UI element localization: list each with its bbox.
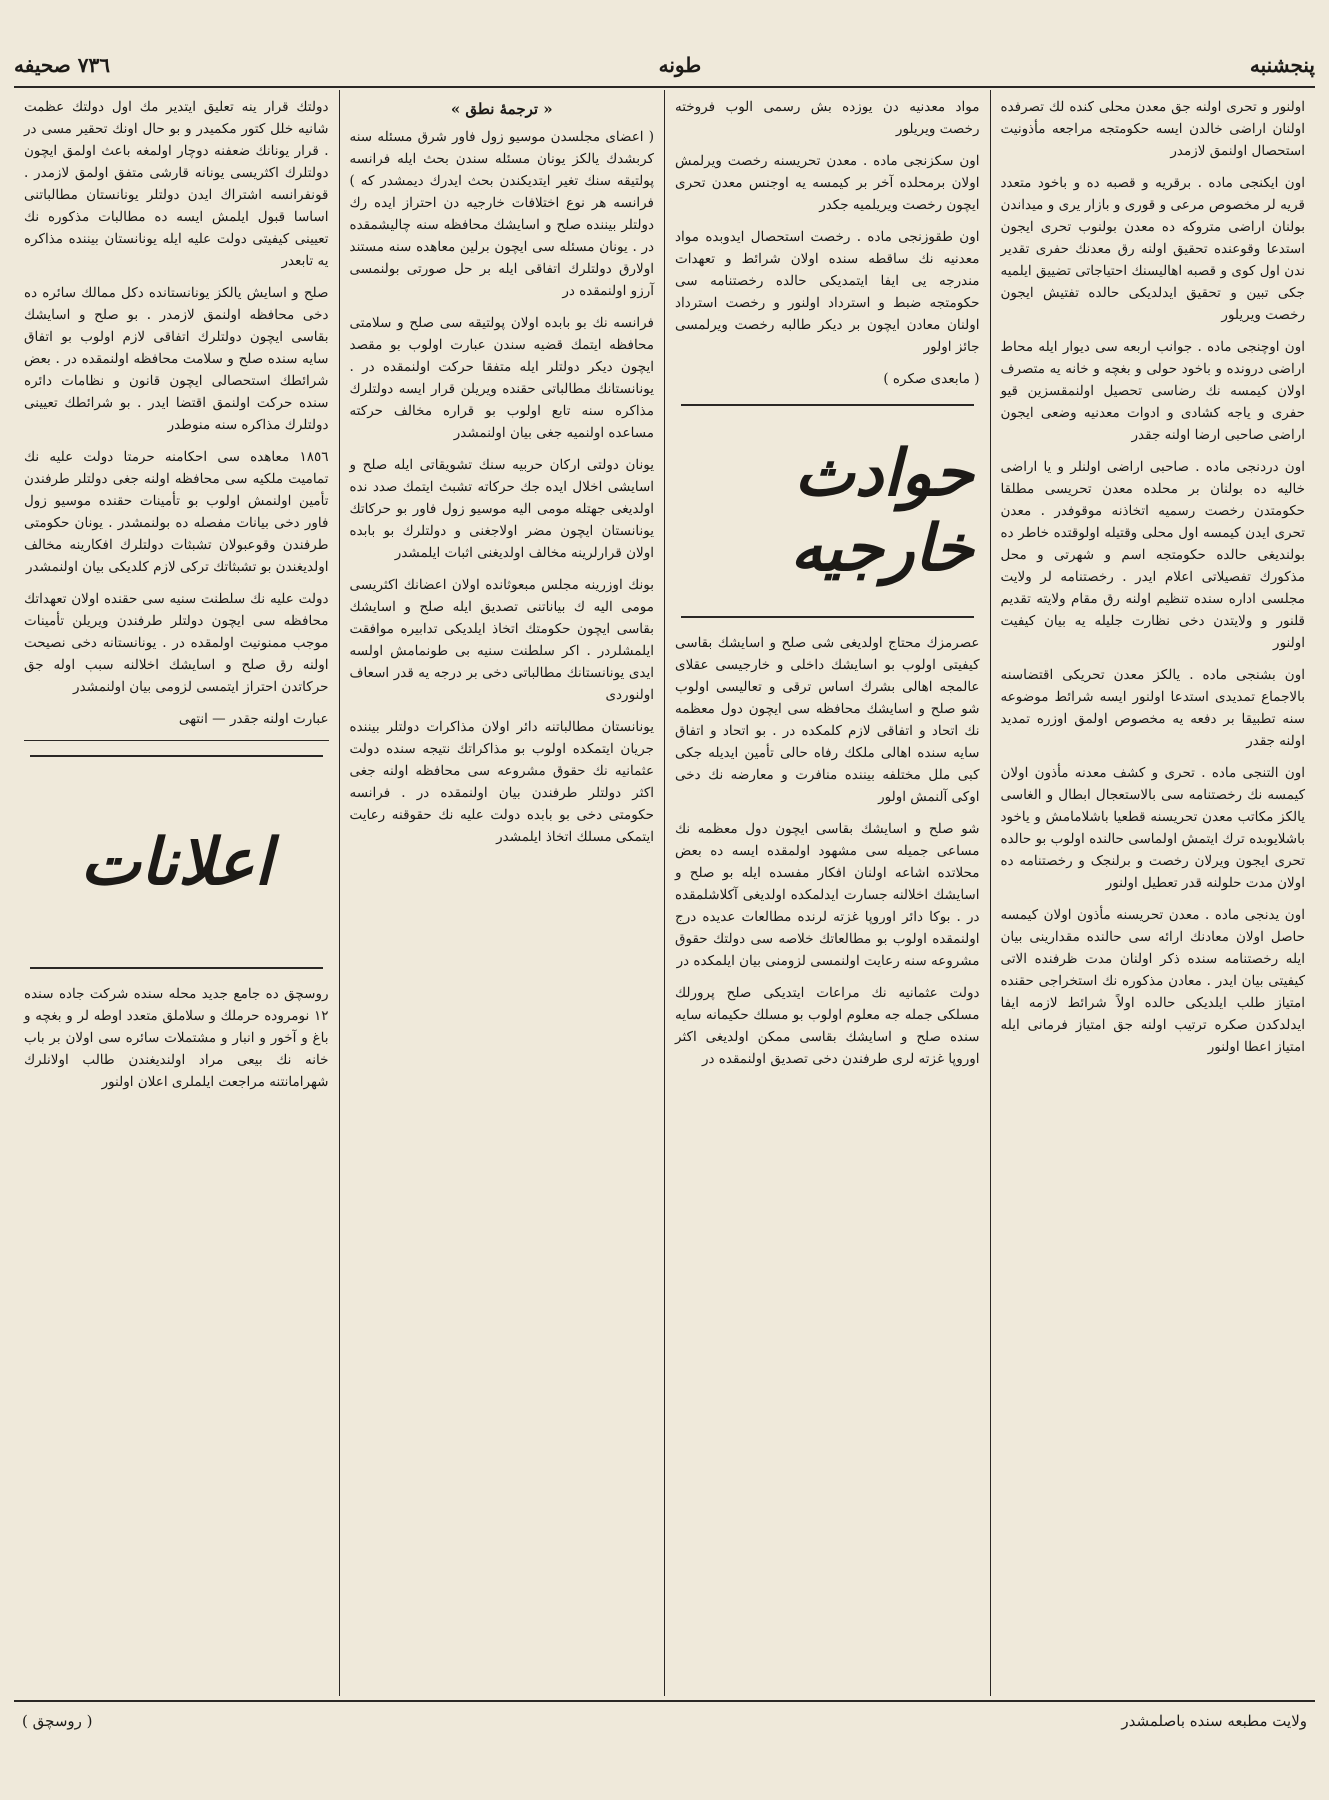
paragraph: اون سکزنجی ماده . معدن تحریسنه رخصت ویرلمش اولان برمحلده آخر بر کیمسه یه اوجنس معدن تحری ایچون رخصت ویریلمیه جکدر bbox=[675, 153, 980, 213]
paragraph: اون دردنجی ماده . صاحبی اراضی اولنلر و یا اراضی خالیه ده بولنان بر محلده معدن تحریسی مطلقا حکومتدن رخصت رسمیه اتخاذنه موقوفدر . معدن تحری ایدن کیمسه اول محلی وقتیله اولوقتده خاطر ده بولندیغی حالده حکومتجه اسم و شهرتی و محل مذکورك تفصیلاتی اعلام ایدر . رخصتنامه لر ولایت مجلسی اداره سنده تنظیم اولنه رق مقام ولایته تقدیم قلنور و ولایتدن دخی نظارت جلیله یه بیان کیفیت اولنور bbox=[1000, 459, 1305, 651]
column-1 bbox=[990, 90, 1316, 1696]
paragraph: صلح و اسایش یالکز یونانستانده دکل ممالك سائره ده دخی محافظه اولنمق لازمدر . بو صلح و اسایشك بقاسی ایچون دولتلرك اتفاقی لازم اولوب بو اتفاق سایه سنده صلح و سلامت محافظه اولنمقده در . بعض شرائطك استحصالی ایچون قانون و نظامات دائره سنده حرکت اولنمق اقتضا ایدر . بو شرائطك تعیینی دولتلرك مذاکره سنه منوطدر bbox=[24, 285, 329, 433]
section-heading-announcements bbox=[30, 755, 323, 969]
paragraph: اون ایکنجی ماده . برقریه و قصبه ده و باخود متعدد قریه لر مخصوص مرعی و قوری و بازار یری و میداندن بولنان اراضی متروکه ده معدن بولنوب تحری ایجون استدعا وقوعنده تحقیق اولنه رق معدنك حفری تقدیر ندن اول کوی و قصبه اهالیسنك احتیاجاتی تضییق ایلمیه جکی تبین و تحقیق ایدلدیکی حالده تفتیش ایجون رخصت ویریلور bbox=[1000, 175, 1305, 323]
paragraph: اون بشنجی ماده . یالکز معدن تحریکی اقتضاسنه بالاجماع تمدیدی استدعا اولنور ایسه شرائط موضوعه سنه تطبیقا بر دفعه یه مخصوص اولمق اوزره تمدید اولنه جقدر bbox=[1000, 667, 1305, 749]
paragraph: ١٨٥٦ معاهده سی احکامنه حرمتا دولت علیه نك تمامیت ملکیه سی محافظه اولنه جغی دولتلر طرفندن تأمین اولنمش اولوب بو تأمینات حقنده موسیو زول فاور دخی بیانات مفصله ده بولنمشدر . یونان حکومتی طرفندن وقوعبولان تشبثات دولتلرك افکارینه مخالف اولدیغندن بو تشبثاتك ترکی لازم کلدیکی بیان اولنمشدر bbox=[24, 449, 329, 575]
header-title: طونه bbox=[658, 53, 702, 77]
header-day: پنجشنبه bbox=[1249, 53, 1315, 77]
paragraph: دولت علیه نك سلطنت سنیه سی حقنده اولان تعهداتك محافظه سی ایچون دولتلر طرفندن ویریلن تأمینات موجب ممنونیت اولمقده در . یونانستانه دخی نصیحت اولنه رق صلح و اسایشك اخلالنه سبب اوله جق حرکاتدن احتراز ایتمسی لزومی بیان اولنمشدر bbox=[24, 591, 329, 695]
paragraph: اولنور و تحری اولنه جق معدن محلی کنده لك تصرفده اولنان اراضی خالدن ایسه حکومتجه مراجعه مأذونیت استحصال اولنمق لازمدر bbox=[1000, 99, 1305, 159]
paragraph: دولت عثمانیه نك مراعات ایتدیکی صلح پرورلك مسلکی جمله جه معلوم اولوب بو مسلك حکیمانه سایه سنده صلح و اسایشك بقاسی ممکن اولدیغی اکثر اوروپا غزته لری طرفندن دخی تصدیق اولنمقده در bbox=[675, 985, 980, 1067]
footer-publisher: ولایت مطبعه سنده باصلمشدر bbox=[1121, 1712, 1307, 1730]
divider bbox=[24, 740, 329, 741]
paragraph: اون یدنجی ماده . معدن تحریسنه مأذون اولان کیمسه حاصل اولان معادنك ارائه سی حالنده مقدارینی بیان ایله رخصتنامه سنده ذکر اولنان مدت ظرفنده الاتی کیفیتی بیان ایدر . معادن مذکوره نك استخراجی حقنده امتیاز طلب ایلدیکی حالده اولاً شرائط لازمه ایفا ایدلدکدن صکره ترتیب اولنه جق امتیاز فرمانی ایله امتیاز اعطا اولنور bbox=[1000, 907, 1305, 1055]
paragraph: مواد معدنیه دن یوزده بش رسمی الوب فروخته رخصت ویریلور bbox=[675, 99, 980, 137]
page-header bbox=[14, 44, 1315, 88]
paragraph: عصرمزك محتاج اولدیغی شی صلح و اسایشك بقاسی کیفیتی اولوب بو اسایشك داخلی و خارجیسی عقلای عالمجه اهالی بشرك اساس ترقی و تعالیسی اولوب شو صلح و اسایشك محافظه سی ایچون دول معظمه نك اتحاد و اتفاقی لازم کلمکده در . بو اتحاد و اتفاق سایه سنده اهالی ملکك رفاه حالی تأمین ایدیله جکی کبی ملل مختلفه بیننده منافرت و معارضه نك دخی اوكی آلنمش اولور bbox=[675, 635, 980, 805]
paragraph: یونانستان مطالباتنه دائر اولان مذاکرات دولتلر بیننده جریان ایتمکده اولوب بو مذاکراتك نتیجه سنده دولت عثمانیه نك حقوق مشروعه سی محافظه اولنه جغی اکثر دولتلر طرفندن بیان اولنمقده در . فرانسه حکومتی دخی بو بابده دولت علیه نك حقوقنه رعایت ایتمکی مسلك اتخاذ ایلمشدر bbox=[349, 719, 654, 845]
paragraph: فرانسه نك بو بابده اولان پولتیقه سی صلح و سلامتی محافظه ایتمك قضیه سندن عبارت اولوب بو مقصد ایچون دیکر دولتلر ایله متفقا حرکت اولنمقده در . یونانستانك مطالباتی حقنده ویریلن قرار ایسه دولتلرك مذاکره سنه تابع اولوب بو قراره مخالف حرکته مساعده اولنمیه جغی بیان اولنمشدر bbox=[349, 315, 654, 441]
paragraph: دولتك قرار ینه تعلیق ایتدیر مك اول دولتك عظمت شانیه خلل کتور مکمیدر و بو حال اونك تحقیر مسی در . قرار یونانك ضعفنه دوچار اولمغه باعث اولمق ایچون دولتلرك اکثریسی یونانه قارشی متفق اولمق لازمدر . قونفرانسه اشتراك ایدن دولتلر یونانستان مطالباتنی اساسا قبول ایلمش ایسه ده مطالبات مذکوره نك تعیینی کیفیتی دولت علیه ایله یونانستان بیننده مذاکره یه تابعدر bbox=[24, 99, 329, 269]
page-footer bbox=[14, 1700, 1315, 1740]
continued-note: ( مابعدی صکره ) bbox=[883, 371, 980, 387]
paragraph: بونك اوزرینه مجلس مبعوثانده اولان اعضانك اکثریسی مومی الیه ك بیاناتنی تصدیق ایله صلح و اسایشك بقاسی ایچون حکومتك اتخاذ ایلدیکی تدابیره موافقت ایلمشلردر . اکر سلطنت سنیه بی طونمامش اولسه ایدی یونانستانك مطالباتی دخی بر درجه یه قدر اسعاف اولنوردی bbox=[349, 577, 654, 703]
paragraph: اون طقوزنجی ماده . رخصت استحصال ایدوبده مواد معدنیه نك ساقطه سنده اولان شرائط و تعهدات مندرجه یی ایفا ایتمدیکی حالده رخصتنامه سی حکومتجه ضبط و استرداد اولنور و رخصت استرداد اولنان معادن ایچون بر دیکر طالبه رخصت ویرلمسی جائز اولور bbox=[675, 229, 980, 355]
column-4 bbox=[14, 90, 339, 1696]
section-title: « ترجمهٔ نطق » bbox=[450, 100, 553, 118]
paragraph: اون التنجی ماده . تحری و کشف معدنه مأذون اولان کیمسه نك رخصتنامه سی بالاستعجال ابطال و الغاسی یالکز مکاتب معدن تحریسنه قطعیا باشلامامش و یاخود باشلایوبده ترك ایتمش اولماسی حالنده اولوب بو حالده تحری ایجون ویرلان رخصت و برلنجک و رخصتنامه ده اولان مدت حلولنه قدر تعطیل اولنور bbox=[1000, 765, 1305, 891]
section-heading-foreign-news bbox=[681, 404, 974, 618]
header-page-number: ٧٣٦ صحیفه bbox=[14, 53, 110, 77]
article-columns bbox=[14, 90, 1315, 1696]
paragraph: یونان دولتی ارکان حربیه سنك تشویقاتی ایله صلح و اسایشی اخلال ایده جك حرکاته تشبث ایتمك صدد نده اولدیغی جهتله مومی الیه موسیو زول فاور بو حرکاتك یونانستان ایچون مضر اولاجغنی و دولتلرك بو بابده اولان قرارلرینه مخالف اولدیغنی اثبات ایلمشدر bbox=[349, 457, 654, 561]
calligraphy-title: اعلانات bbox=[80, 824, 273, 900]
paragraph: شو صلح و اسایشك بقاسی ایچون دول معظمه نك مساعی جمیله سی مشهود اولمقده ایسه ده بعض محلاتده اشاعه اولنان افکار مفسده ایله بو صلح و اسایشك اخلالنه جسارت ایدلمکده اولدیغی آکلاشلمقده در . بوکا دائر اوروپا غزته لرنده مطالعات عدیده درج اولنمقده اولوب بو مطالعاتك خلاصه سی دولتك حقوق مشروعه سنه رعایت اولنمسی لزومنی بیان ایلمکده در bbox=[675, 821, 980, 969]
paragraph: ( اعضای مجلسدن موسیو زول فاور شرق مسئله سنه کربشدك یالکز یونان مسئله سندن بحث ایله فرانسه پولتیقه سنك تغیر ایتدیکندن بحث ایدرك دیمشدر که ) فرانسه هر نوع اختلافات خارجیه دن احتراز ایده رك دولتلر بیننده صلح و اسایشك محافظه سنه چالیشمقده در . یونان مسئله سی ایچون برلین معاهده سنه مستند اولارق دولتلرك اتفاقی ایله بر حل صورتی بولنمسی آرزو اولنمقده در bbox=[349, 129, 654, 299]
column-3 bbox=[339, 90, 665, 1696]
calligraphy-title: حوادث خارجیه bbox=[790, 436, 974, 586]
column-2 bbox=[664, 90, 990, 1696]
paragraph: اون اوچنجی ماده . جوانب اربعه سی دیوار ایله محاط اراضی درونده و باخود حولی و بغچه و خانه یه متصرف اولان کیمسه نك رضاسی تحصیل اولنمقسزین قیو حفری و یاجه کشادی و ادوات معدنیه وضعی ایجون اراضی صاحبی ارضا اولنه جقدر bbox=[1000, 339, 1305, 443]
announcement-text: روسچق ده جامع جدید محله سنده شرکت جاده سنده ١٢ نومروده حرملك و سلاملق متعدد اوطه لر و بغچه و باغ و آخور و انبار و مشتملات سائره سی اولان بر باب خانه نك بیعی مراد اولندیغندن طالب اولانلرك شهرامانتنه مراجعت ایلملری اعلان اولنور bbox=[24, 986, 329, 1090]
footer-city: ( روسچق ) bbox=[22, 1712, 93, 1730]
article-end-sign: عبارت اولنه جقدر — انتهی bbox=[178, 711, 329, 727]
